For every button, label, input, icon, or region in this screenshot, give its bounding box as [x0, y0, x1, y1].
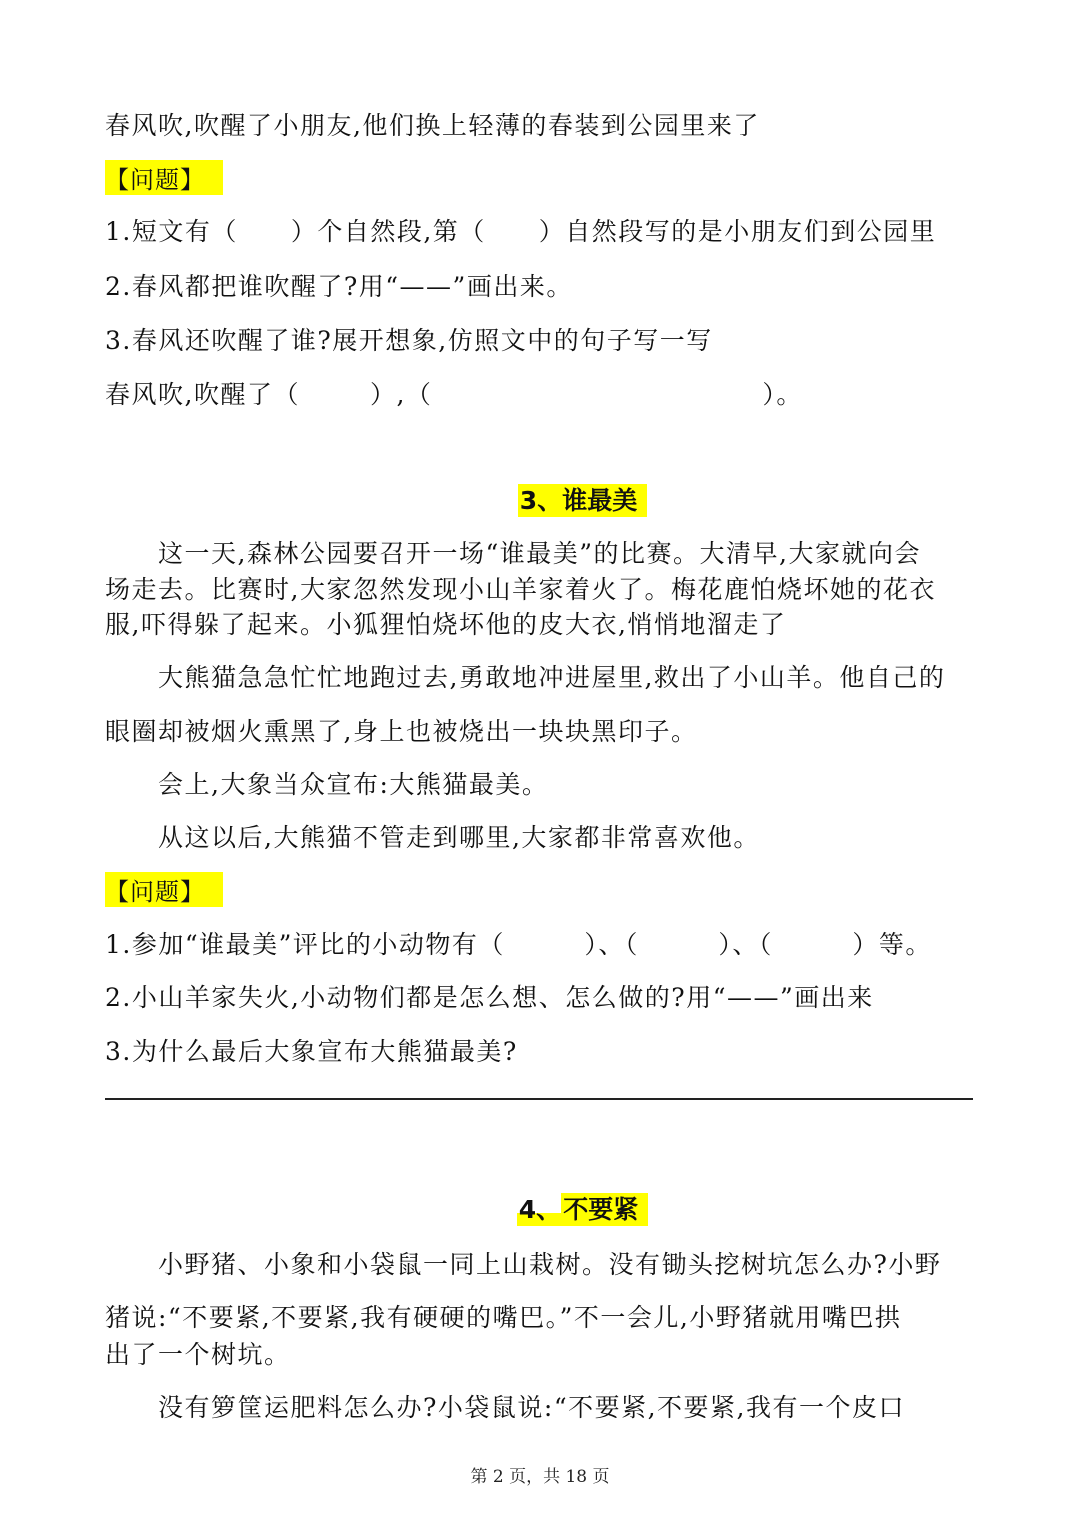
section-title-3-text: 3、谁最美 [518, 484, 647, 517]
paragraph-line: 这一天,森林公园要召开一场“谁最美”的比赛。大清早,大家就向会 [158, 539, 921, 568]
section-title-4 [0, 1190, 1080, 1226]
paragraph-line: 服,吓得躲了起来。小狐狸怕烧坏他的皮大衣,悄悄地溜走了 [105, 610, 787, 639]
paragraph-line: 小野猪、小象和小袋鼠一同上山栽树。没有锄头挖树坑怎么办?小野 [158, 1250, 942, 1279]
paragraph-line: 眼圈却被烟火熏黑了,身上也被烧出一块块黑印子。 [105, 717, 698, 746]
paragraph-line: 场走去。比赛时,大家忽然发现小山羊家着火了。梅花鹿怕烧坏她的花衣 [105, 575, 936, 604]
question-tag: 【问题】 [105, 160, 223, 195]
section-title-4-number: 4、 [518, 1195, 562, 1224]
question-2: 2.春风都把谁吹醒了?用“——”画出来。 [105, 272, 573, 301]
paragraph-line: 没有箩筐运肥料怎么办?小袋鼠说:“不要紧,不要紧,我有一个皮口 [158, 1393, 906, 1422]
fill-in-prefix: 春风吹,吹醒了（ [105, 380, 300, 409]
paragraph-line: 出了一个树坑。 [105, 1340, 291, 1369]
answer-rule [105, 1098, 973, 1100]
question-3: 3.为什么最后大象宣布大熊猫最美? [105, 1037, 518, 1066]
question-3: 3.春风还吹醒了谁?展开想象,仿照文中的句子写一写 [105, 326, 713, 355]
paragraph-line: 春风吹,吹醒了小朋友,他们换上轻薄的春装到公园里来了 [105, 111, 760, 140]
question-1: 1.短文有（ ）个自然段,第（ ）自然段写的是小朋友们到公园里 [105, 217, 937, 246]
fill-in-middle: ）,（ [369, 380, 433, 409]
paragraph-line: 大熊猫急急忙忙地跑过去,勇敢地冲进屋里,救出了小山羊。他自己的 [158, 663, 946, 692]
paragraph-line: 从这以后,大熊猫不管走到哪里,大家都非常喜欢他。 [158, 823, 760, 852]
question-tag: 【问题】 [105, 872, 223, 907]
question-2: 2.小山羊家失火,小动物们都是怎么想、怎么做的?用“——”画出来 [105, 983, 874, 1012]
question-1: 1.参加“谁最美”评比的小动物有（ ）、（ ）、（ ）等。 [105, 930, 932, 959]
section-title-3 [0, 481, 1080, 517]
page-footer: 第 2 页，共 18 页 [470, 1467, 610, 1487]
fill-in-line [105, 375, 803, 411]
fill-in-end: ）。 [762, 380, 803, 409]
paragraph-line: 猪说:“不要紧,不要紧,我有硬硬的嘴巴。”不一会儿,小野猪就用嘴巴拱 [105, 1303, 902, 1332]
paragraph-line: 会上,大象当众宣布:大熊猫最美。 [158, 770, 549, 799]
section-title-4-text: 不要紧 [561, 1193, 648, 1226]
